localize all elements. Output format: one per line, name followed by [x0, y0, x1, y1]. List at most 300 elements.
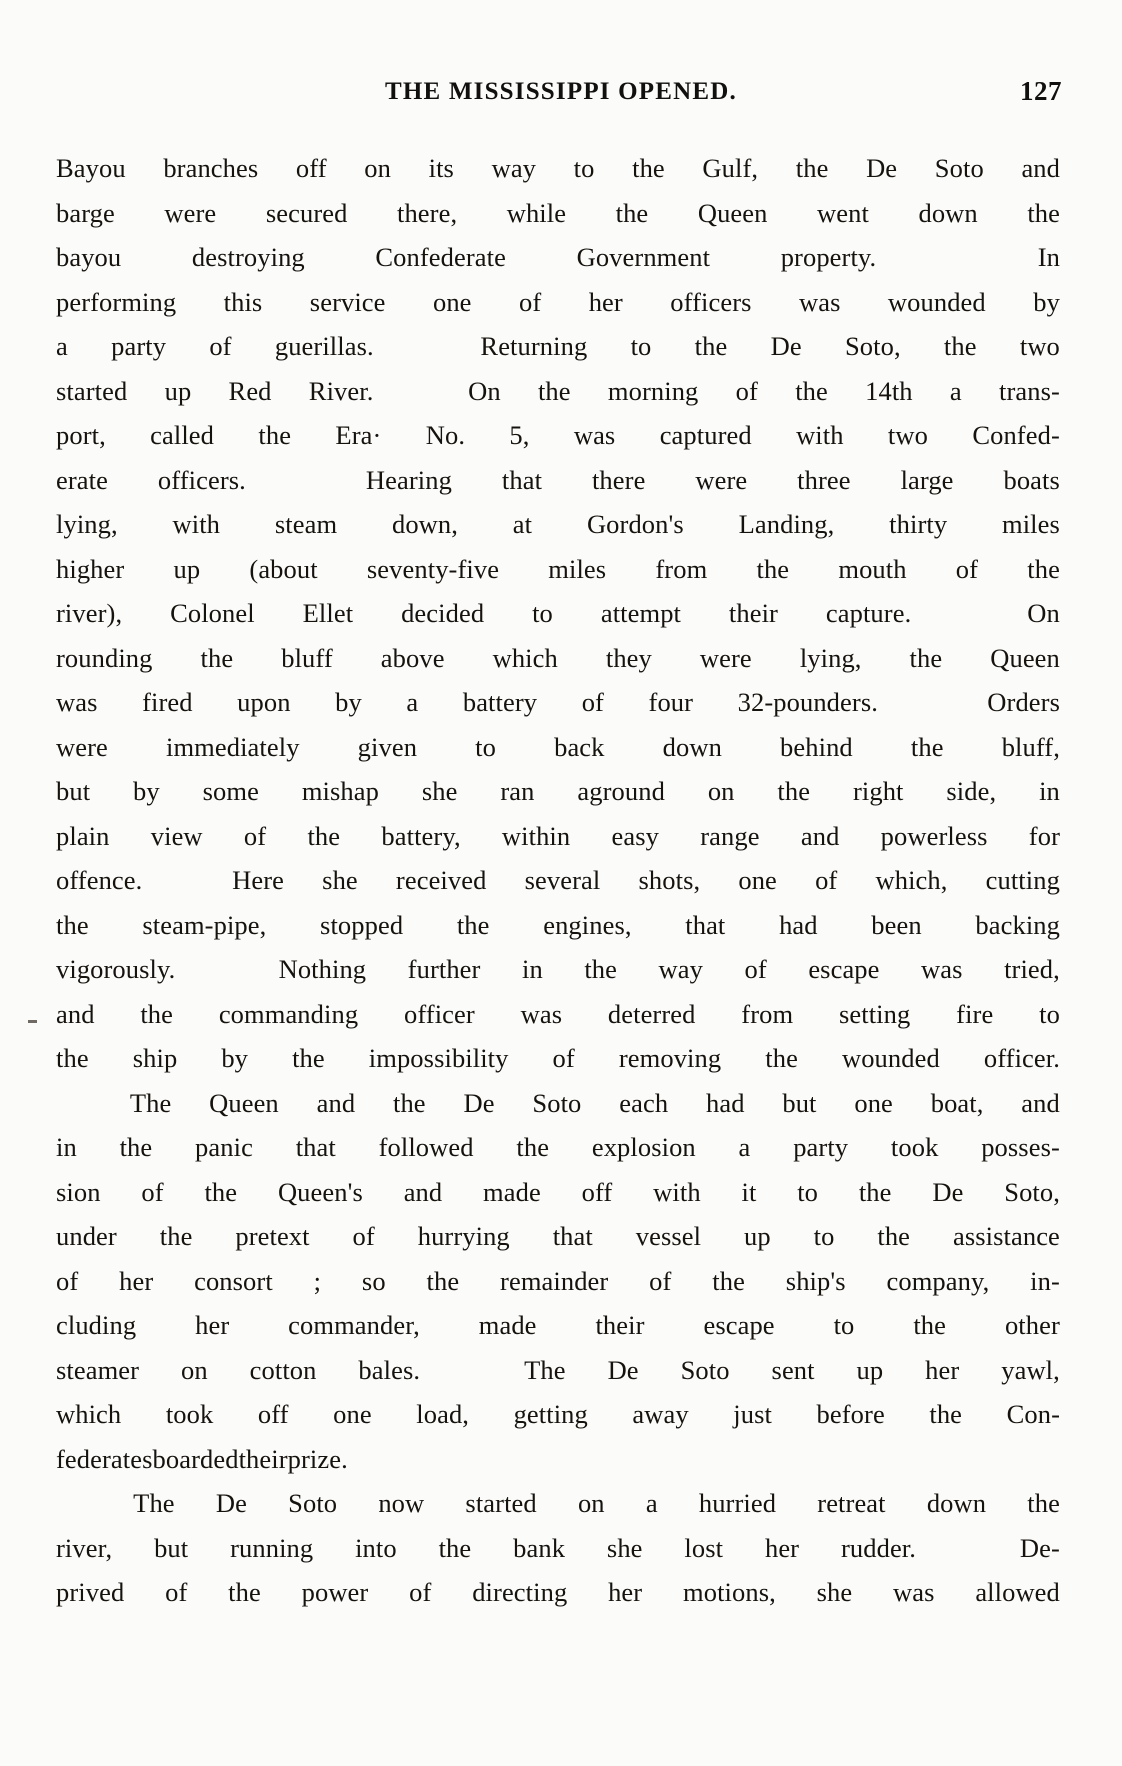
text-line: [56, 1481, 1060, 1526]
word: destroying: [191, 242, 305, 272]
word: pretext: [235, 1221, 310, 1251]
word: the: [1027, 1488, 1060, 1518]
word: the: [777, 776, 811, 806]
word: 32-pounders.: [737, 687, 878, 717]
word: cotton: [249, 1354, 317, 1385]
word: and: [316, 1087, 356, 1118]
word: three: [797, 464, 851, 495]
word: 14th: [865, 375, 913, 406]
text-line: [56, 547, 1060, 592]
word: up: [744, 1221, 771, 1251]
word: battery: [462, 687, 538, 717]
word: view: [150, 820, 203, 851]
word: was: [573, 420, 616, 450]
word: of: [552, 1043, 575, 1073]
word: the: [615, 197, 649, 228]
word: she: [421, 776, 458, 806]
word: river,: [56, 1532, 113, 1563]
word: down,: [391, 509, 458, 539]
word: prived: [56, 1577, 125, 1607]
word: the: [292, 1043, 325, 1073]
word: to: [813, 1221, 835, 1251]
word: capture.: [825, 598, 912, 628]
word: Colonel: [170, 598, 255, 628]
sentence-gap: [417, 324, 437, 369]
text-line: [56, 1214, 1060, 1259]
text-line: [56, 814, 1060, 859]
word: four: [648, 687, 694, 717]
text-line: [56, 1259, 1060, 1304]
paragraph: [56, 1481, 1060, 1615]
word: impossibility: [368, 1043, 509, 1073]
word: received: [395, 865, 487, 895]
word: on: [707, 776, 735, 806]
word: to: [573, 153, 595, 183]
word: the: [929, 1399, 963, 1429]
word: before: [816, 1399, 885, 1429]
word: the: [694, 331, 728, 361]
word: hurried: [698, 1488, 777, 1518]
word: Queen: [697, 197, 768, 228]
word: of: [744, 954, 767, 984]
word: assistance: [952, 1221, 1060, 1251]
word: of: [955, 553, 979, 584]
word: took: [890, 1132, 939, 1162]
word: getting: [513, 1399, 588, 1429]
word: back: [554, 731, 605, 762]
word: at: [512, 509, 533, 539]
word: ship: [132, 1043, 178, 1073]
word: with: [796, 420, 844, 450]
word: of: [56, 1265, 79, 1296]
word: steam-pipe,: [142, 909, 267, 940]
word: boat,: [930, 1087, 984, 1118]
word: to: [475, 731, 496, 762]
word: Soto: [934, 153, 984, 183]
word: other: [1004, 1310, 1060, 1340]
word: way: [658, 954, 703, 984]
word: sion: [56, 1176, 101, 1207]
word: Returning: [480, 331, 588, 361]
word: The: [133, 1488, 175, 1518]
word: miles: [548, 553, 607, 584]
word: property.: [780, 242, 877, 272]
word: Soto: [532, 1087, 582, 1118]
sentence-gap: [296, 458, 316, 503]
word: the: [140, 998, 174, 1029]
word: erate: [56, 464, 108, 495]
word: by: [335, 687, 362, 717]
word: the: [119, 1132, 153, 1162]
word: one: [333, 1399, 372, 1429]
word: the: [712, 1265, 745, 1296]
word: the: [632, 153, 665, 183]
word: the: [537, 375, 571, 406]
sentence-gap: [923, 680, 943, 725]
word: boarded: [152, 1443, 239, 1474]
word: explosion: [591, 1132, 696, 1162]
word: company,: [886, 1265, 990, 1296]
text-line: [56, 369, 1060, 414]
word: which,: [875, 865, 948, 895]
word: Bayou: [56, 153, 126, 183]
word: one: [854, 1087, 893, 1118]
word: the: [56, 909, 89, 940]
word: of: [581, 687, 604, 717]
word: to: [797, 1176, 819, 1207]
word: their: [728, 598, 778, 628]
word: to: [1039, 998, 1060, 1029]
word: took: [165, 1399, 214, 1429]
sentence-gap: [411, 369, 431, 414]
word: on: [364, 153, 391, 183]
word: their: [595, 1310, 645, 1340]
word: Queen's: [277, 1176, 363, 1207]
word: upon: [237, 687, 291, 717]
word: the: [877, 1221, 911, 1251]
word: from: [655, 553, 708, 584]
word: the: [228, 1577, 261, 1607]
sentence-gap: [958, 1526, 978, 1571]
word: from: [741, 998, 794, 1029]
text-line: [56, 1125, 1060, 1170]
word: commanding: [218, 998, 359, 1029]
word: followed: [378, 1132, 474, 1162]
text-line: [56, 1437, 1060, 1482]
word: above: [380, 642, 445, 673]
word: higher: [56, 553, 125, 584]
word: offence.: [56, 865, 143, 895]
text-line: [56, 636, 1060, 681]
word: on: [181, 1354, 208, 1385]
sentence-gap: [181, 858, 194, 903]
text-line: [56, 1348, 1060, 1393]
word: power: [301, 1577, 369, 1607]
word: De-: [1019, 1532, 1060, 1563]
word: the: [1027, 553, 1060, 584]
page-number: 127: [1020, 76, 1062, 106]
word: away: [632, 1399, 689, 1429]
word: given: [357, 731, 418, 762]
word: the: [1027, 197, 1060, 228]
word: wounded: [841, 1043, 940, 1073]
word: consort: [194, 1265, 273, 1296]
word: river),: [56, 598, 123, 628]
word: Confederate: [375, 242, 506, 272]
text-line: [56, 146, 1060, 191]
word: allowed: [975, 1577, 1060, 1607]
word: in-: [1030, 1265, 1060, 1296]
word: Ellet: [302, 598, 354, 628]
word: the: [200, 642, 234, 673]
word: easy: [611, 820, 659, 851]
word: backing: [975, 909, 1060, 940]
word: shots,: [638, 865, 701, 895]
word: range: [700, 820, 760, 851]
word: panic: [195, 1132, 253, 1162]
word: yawl,: [1001, 1354, 1060, 1385]
word: powerless: [880, 820, 988, 851]
word: De: [215, 1488, 247, 1518]
word: there,: [396, 197, 458, 228]
word: that: [501, 464, 543, 495]
word: bluff,: [1001, 731, 1060, 762]
word: Gulf,: [702, 153, 759, 183]
word: for: [1028, 820, 1060, 851]
word: trans-: [999, 375, 1060, 406]
word: running: [230, 1532, 314, 1563]
word: but: [56, 776, 91, 806]
word: a: [949, 375, 962, 406]
sentence-gap: [217, 947, 237, 992]
word: sent: [771, 1354, 815, 1385]
word: had: [779, 909, 818, 940]
text-line: [56, 1570, 1060, 1615]
word: morning: [607, 375, 699, 406]
word: performing: [56, 286, 177, 317]
word: Orders: [987, 687, 1060, 717]
word: her: [608, 1577, 643, 1607]
word: port,: [56, 420, 106, 450]
word: the: [426, 1265, 460, 1296]
word: the: [392, 1087, 426, 1118]
word: of: [165, 1577, 188, 1607]
word: were: [695, 464, 748, 495]
word: De: [770, 331, 802, 361]
word: but: [782, 1087, 817, 1118]
word: seventy-five: [366, 553, 500, 584]
word: bayou: [56, 242, 122, 272]
word: she: [816, 1577, 853, 1607]
body-text: [56, 146, 1060, 1615]
word: The: [129, 1087, 172, 1118]
word: but: [154, 1532, 189, 1563]
text-line: [56, 1392, 1060, 1437]
word: to: [833, 1310, 855, 1340]
word: of: [352, 1221, 375, 1251]
word: its: [428, 153, 454, 183]
text-line: [56, 1081, 1060, 1126]
word: the: [795, 153, 829, 183]
page-header: [60, 78, 1062, 118]
word: steamer: [56, 1354, 140, 1385]
word: Era·: [335, 420, 382, 450]
word: De: [866, 153, 898, 183]
word: further: [407, 954, 481, 984]
word: were: [164, 197, 217, 228]
word: motions,: [683, 1577, 776, 1607]
word: tried,: [1004, 954, 1060, 984]
word: that: [295, 1132, 336, 1162]
word: the: [910, 731, 944, 762]
word: boats: [1003, 464, 1060, 495]
word: vessel: [635, 1221, 702, 1251]
word: with: [653, 1176, 701, 1207]
word: steam: [274, 509, 338, 539]
word: retreat: [817, 1488, 886, 1518]
word: to: [630, 331, 652, 361]
word: the: [943, 331, 977, 361]
word: made: [478, 1310, 537, 1340]
word: started: [465, 1488, 537, 1518]
word: to: [532, 598, 553, 628]
word: ship's: [785, 1265, 846, 1296]
word: miles: [1002, 509, 1060, 539]
word: the: [438, 1532, 472, 1563]
word: immediately: [166, 731, 300, 762]
word: In: [1037, 242, 1060, 272]
word: thirty: [889, 509, 948, 539]
text-line: [56, 413, 1060, 458]
word: down: [926, 1488, 987, 1518]
word: River.: [308, 375, 374, 406]
word: and: [1021, 1087, 1060, 1118]
paragraph: [56, 1081, 1060, 1482]
word: was: [520, 998, 563, 1029]
sentence-gap: [947, 235, 967, 280]
word: De: [932, 1176, 964, 1207]
word: under: [56, 1221, 117, 1251]
word: just: [733, 1399, 772, 1429]
word: two: [1019, 331, 1060, 361]
word: escape: [808, 954, 880, 984]
word: was: [921, 954, 963, 984]
word: up: [856, 1354, 884, 1385]
word: on: [577, 1488, 605, 1518]
word: their: [238, 1443, 288, 1474]
word: which: [56, 1399, 122, 1429]
word: the: [795, 375, 828, 406]
word: federates: [56, 1443, 153, 1474]
word: directing: [472, 1577, 568, 1607]
word: of: [409, 1577, 432, 1607]
word: the: [456, 909, 490, 940]
word: her: [764, 1532, 800, 1563]
word: escape: [703, 1310, 775, 1340]
word: a: [406, 687, 419, 717]
word: party: [793, 1132, 849, 1162]
word: aground: [577, 776, 665, 806]
text-line: [56, 502, 1060, 547]
text-line: [56, 1303, 1060, 1348]
word: which: [492, 642, 558, 673]
word: 5,: [509, 420, 530, 450]
word: mouth: [838, 553, 907, 584]
word: Landing,: [738, 509, 835, 539]
word: off: [257, 1399, 289, 1429]
word: of: [209, 331, 232, 361]
word: the: [765, 1043, 798, 1073]
word: she: [322, 865, 358, 895]
word: the: [756, 553, 790, 584]
word: in: [1039, 776, 1060, 806]
text-line: [56, 725, 1060, 770]
word: Con-: [1006, 1399, 1060, 1429]
word: Queen: [990, 642, 1060, 673]
word: Queen: [209, 1087, 279, 1118]
word: officer.: [983, 1043, 1060, 1073]
text-line: [56, 458, 1060, 503]
sentence-gap: [462, 1348, 482, 1393]
word: plain: [56, 820, 110, 851]
word: into: [355, 1532, 397, 1563]
word: the: [584, 954, 618, 984]
word: was: [798, 286, 841, 317]
word: some: [202, 776, 259, 806]
word: attempt: [600, 598, 682, 628]
word: several: [524, 865, 601, 895]
paragraph-indent: [56, 1081, 92, 1126]
word: a: [738, 1132, 751, 1162]
word: wounded: [887, 286, 986, 317]
word: up: [173, 553, 201, 584]
word: ran: [500, 776, 535, 806]
word: guerillas.: [274, 331, 374, 361]
word: her: [588, 286, 623, 317]
word: up: [164, 375, 192, 406]
text-line: [56, 992, 1060, 1037]
word: and: [56, 998, 95, 1029]
word: Confed-: [972, 420, 1060, 450]
word: Soto,: [1004, 1176, 1060, 1207]
word: officer: [403, 998, 475, 1029]
word: two: [887, 420, 928, 450]
word: the: [913, 1310, 947, 1340]
word: her: [195, 1310, 230, 1340]
word: called: [150, 420, 215, 450]
word: and: [1021, 153, 1060, 183]
word: On: [468, 375, 501, 406]
word: there: [591, 464, 646, 495]
word: removing: [618, 1043, 722, 1073]
text-line: [56, 235, 1060, 280]
word: Red: [228, 375, 272, 406]
paragraph: [56, 146, 1060, 1081]
text-line: [56, 903, 1060, 948]
word: and: [800, 820, 840, 851]
word: a: [56, 331, 68, 361]
word: so: [361, 1265, 386, 1296]
word: vigorously.: [56, 954, 176, 984]
word: of: [649, 1265, 672, 1296]
word: (about: [249, 553, 318, 584]
word: the: [159, 1221, 193, 1251]
word: secured: [265, 197, 348, 228]
running-head: THE MISSISSIPPI OPENED.: [385, 78, 737, 105]
word: went: [817, 197, 869, 228]
word: Government: [576, 242, 711, 272]
word: Soto: [288, 1488, 338, 1518]
word: this: [223, 286, 263, 317]
word: De: [607, 1354, 639, 1385]
word: by: [1033, 286, 1060, 317]
word: lying,: [56, 509, 118, 539]
word: The: [524, 1354, 566, 1385]
word: decided: [401, 598, 485, 628]
text-line: [56, 858, 1060, 903]
word: ;: [313, 1265, 322, 1296]
word: in: [522, 954, 543, 984]
word: cutting: [985, 865, 1060, 895]
word: rounding: [56, 642, 153, 673]
word: within: [501, 820, 571, 851]
word: barge: [56, 197, 115, 228]
word: large: [900, 464, 954, 495]
word: in: [56, 1132, 77, 1162]
word: way: [491, 153, 537, 183]
word: been: [871, 909, 922, 940]
word: Gordon's: [586, 509, 684, 539]
